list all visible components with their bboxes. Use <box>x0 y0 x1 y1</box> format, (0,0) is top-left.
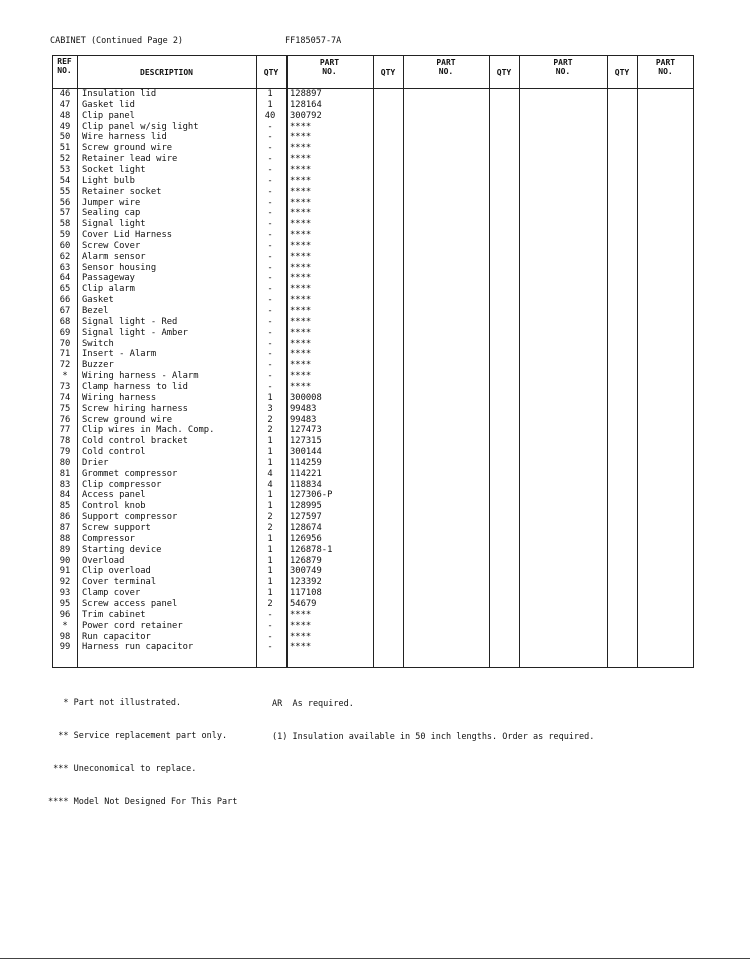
qty-cell: - <box>267 164 273 175</box>
part-no-cell: 300144 <box>290 447 322 458</box>
ref-cell: 63 <box>59 262 71 273</box>
description-cell: Harness run capacitor <box>82 642 194 653</box>
col-head-part-no: PART NO. <box>436 58 456 76</box>
part-no-cell: **** <box>290 306 312 316</box>
ref-cell: 76 <box>59 414 71 425</box>
ref-cell: 87 <box>59 523 71 533</box>
qty-cell: 1 <box>267 457 273 468</box>
description-cell: Signal light - Red <box>82 316 178 327</box>
ref-cell: 92 <box>59 577 71 588</box>
ref-cell: 46 <box>59 89 71 99</box>
part-no-cell: **** <box>290 338 312 349</box>
description-cell: Buzzer <box>82 360 114 371</box>
description-cell: Screw hiring harness <box>82 403 188 414</box>
description-cell: Signal light <box>82 219 146 230</box>
ref-cell: 95 <box>59 598 71 609</box>
qty-cell: - <box>267 175 273 186</box>
qty-cell: - <box>267 306 273 316</box>
ref-cell: 68 <box>59 316 71 327</box>
part-no-cell: 114259 <box>290 457 322 468</box>
col-head-qty: QTY <box>496 68 512 77</box>
ref-cell: 56 <box>59 197 71 208</box>
ref-cell: 79 <box>59 447 71 458</box>
ref-cell: 75 <box>59 403 71 414</box>
qty-cell: 1 <box>267 566 273 577</box>
ref-cell: 62 <box>59 251 71 262</box>
ref-cell: 57 <box>59 208 71 219</box>
part-no-cell: **** <box>290 620 312 631</box>
description-cell: Passageway <box>82 273 135 284</box>
qty-cell: 2 <box>267 512 273 523</box>
qty-cell: - <box>267 631 273 642</box>
description-cell: Cold control <box>82 447 146 458</box>
description-cell: Clamp harness to lid <box>82 381 188 392</box>
part-no-cell: **** <box>290 143 312 154</box>
qty-cell: - <box>267 121 273 132</box>
col-divider <box>489 55 490 668</box>
part-no-cell: **** <box>290 208 312 219</box>
part-no-cell: **** <box>290 251 312 262</box>
qty-cell: 1 <box>267 544 273 555</box>
part-no-cell: **** <box>290 295 312 306</box>
col-head-qty: QTY <box>380 68 396 77</box>
qty-cell: 1 <box>267 447 273 458</box>
ref-cell: 90 <box>59 555 71 566</box>
ref-cell: 49 <box>59 121 71 132</box>
description-cell: Trim cabinet <box>82 609 146 620</box>
footnote: (1) Insulation available in 50 inch lengths. Order as required. <box>272 732 595 742</box>
qty-cell: 2 <box>267 425 273 436</box>
col-divider <box>373 55 374 668</box>
part-no-cell: **** <box>290 349 312 360</box>
part-no-cell: **** <box>290 121 312 132</box>
part-no-cell: **** <box>290 197 312 208</box>
part-no-cell: **** <box>290 631 312 642</box>
ref-cell: 50 <box>59 132 71 143</box>
qty-cell: 1 <box>267 533 273 544</box>
part-no-cell: **** <box>290 262 312 273</box>
col-head-description: DESCRIPTION <box>140 68 193 77</box>
description-cell: Compressor <box>82 533 135 544</box>
ref-cell: 65 <box>59 284 71 295</box>
ref-cell: 60 <box>59 240 71 251</box>
part-no-cell: 128995 <box>290 501 322 512</box>
description-cell: Gasket lid <box>82 99 135 110</box>
description-cell: Clip panel w/sig light <box>82 121 199 132</box>
page-bottom-rule <box>0 958 750 959</box>
description-cell: Clip wires in Mach. Comp. <box>82 425 215 436</box>
footnote: *** Uneconomical to replace. <box>48 764 197 774</box>
ref-cell: * <box>62 620 68 631</box>
footnote: **** Model Not Designed For This Part <box>48 797 238 807</box>
qty-cell: - <box>267 371 273 382</box>
description-cell: Wiring harness <box>82 392 157 403</box>
description-cell: Drier <box>82 457 109 468</box>
description-cell: Socket light <box>82 164 146 175</box>
qty-cell: 1 <box>267 392 273 403</box>
part-no-cell: **** <box>290 642 312 653</box>
qty-cell: - <box>267 208 273 219</box>
part-no-cell: **** <box>290 284 312 295</box>
ref-cell: 81 <box>59 468 71 479</box>
ref-cell: 59 <box>59 230 71 241</box>
description-cell: Screw ground wire <box>82 143 173 154</box>
description-cell: Control knob <box>82 501 146 512</box>
part-no-cell: **** <box>290 316 312 327</box>
qty-cell: - <box>267 360 273 371</box>
ref-cell: 52 <box>59 154 71 165</box>
ref-cell: 53 <box>59 164 71 175</box>
description-cell: Overload <box>82 555 125 566</box>
description-cell: Insert - Alarm <box>82 349 157 360</box>
page-header-section: CABINET (Continued Page 2) <box>50 36 184 46</box>
part-no-cell: 126879 <box>290 555 322 566</box>
part-no-cell: **** <box>290 371 312 382</box>
ref-cell: 89 <box>59 544 71 555</box>
col-divider <box>519 55 520 668</box>
ref-cell: 85 <box>59 501 71 512</box>
qty-cell: - <box>267 609 273 620</box>
description-cell: Cold control bracket <box>82 436 188 447</box>
footnotes-left <box>48 676 237 819</box>
qty-cell: - <box>267 642 273 653</box>
ref-cell: 99 <box>59 642 71 653</box>
qty-cell: 1 <box>267 490 273 501</box>
ref-cell: 80 <box>59 457 71 468</box>
description-cell: Support compressor <box>82 512 178 523</box>
ref-cell: 72 <box>59 360 71 371</box>
ref-cell: 74 <box>59 392 71 403</box>
description-cell: Starting device <box>82 544 162 555</box>
ref-cell: 91 <box>59 566 71 577</box>
qty-cell: - <box>267 240 273 251</box>
part-no-cell: 300792 <box>290 110 322 121</box>
ref-cell: 55 <box>59 186 71 197</box>
qty-cell: - <box>267 143 273 154</box>
description-cell: Cover terminal <box>82 577 157 588</box>
col-head-part-no: PART NO. <box>655 58 676 76</box>
qty-cell: 1 <box>267 555 273 566</box>
qty-cell: - <box>267 262 273 273</box>
col-divider <box>637 55 638 668</box>
description-cell: Cover Lid Harness <box>82 230 173 241</box>
qty-cell: 1 <box>267 89 273 99</box>
qty-cell: - <box>267 251 273 262</box>
qty-cell: - <box>267 349 273 360</box>
qty-cell: 4 <box>267 479 273 490</box>
qty-cell: 2 <box>267 414 273 425</box>
description-cell: Access panel <box>82 490 146 501</box>
description-cell: Jumper wire <box>82 197 141 208</box>
qty-cell: - <box>267 327 273 338</box>
qty-cell: 2 <box>267 523 273 533</box>
part-no-cell: 117108 <box>290 588 322 599</box>
part-no-cell: 118834 <box>290 479 322 490</box>
ref-cell: 54 <box>59 175 71 186</box>
qty-cell: - <box>267 219 273 230</box>
qty-cell: 1 <box>267 436 273 447</box>
description-cell: Gasket <box>82 295 114 306</box>
description-cell: Wiring harness - Alarm <box>82 371 199 382</box>
description-cell: Clip overload <box>82 566 151 577</box>
part-no-cell: **** <box>290 219 312 230</box>
part-no-cell: 114221 <box>290 468 322 479</box>
ref-cell: * <box>62 371 68 382</box>
ref-cell: 78 <box>59 436 71 447</box>
qty-cell: - <box>267 620 273 631</box>
qty-cell: - <box>267 230 273 241</box>
description-cell: Switch <box>82 338 114 349</box>
col-divider <box>403 55 404 668</box>
ref-cell: 83 <box>59 479 71 490</box>
ref-cell: 98 <box>59 631 71 642</box>
description-cell: Sealing cap <box>82 208 141 219</box>
part-no-cell: 126956 <box>290 533 322 544</box>
description-cell: Screw access panel <box>82 598 178 609</box>
page-header-model: FF185057-7A <box>285 36 342 46</box>
part-no-cell: 127473 <box>290 425 322 436</box>
part-no-cell: 99483 <box>290 403 317 414</box>
col-head-part-no: PART NO. <box>319 58 340 76</box>
description-cell: Retainer socket <box>82 186 162 197</box>
description-cell: Run capacitor <box>82 631 151 642</box>
description-cell: Screw ground wire <box>82 414 173 425</box>
part-no-cell: **** <box>290 132 312 143</box>
ref-cell: 69 <box>59 327 71 338</box>
qty-cell: 1 <box>267 99 273 110</box>
description-cell: Wire harness lid <box>82 132 167 143</box>
qty-cell: 40 <box>264 110 276 121</box>
part-no-cell: **** <box>290 230 312 241</box>
ref-cell: 58 <box>59 219 71 230</box>
part-no-cell: 99483 <box>290 414 317 425</box>
ref-cell: 96 <box>59 609 71 620</box>
part-no-cell: **** <box>290 154 312 165</box>
part-no-cell: **** <box>290 240 312 251</box>
ref-cell: 84 <box>59 490 71 501</box>
part-no-cell: **** <box>290 273 312 284</box>
ref-cell: 93 <box>59 588 71 599</box>
qty-cell: - <box>267 273 273 284</box>
part-no-cell: 128164 <box>290 99 322 110</box>
ref-cell: 64 <box>59 273 71 284</box>
part-no-cell: 126878-1 <box>290 544 333 555</box>
col-divider <box>607 55 608 668</box>
part-no-cell: 300008 <box>290 392 322 403</box>
description-cell: Clip compressor <box>82 479 162 490</box>
ref-cell: 70 <box>59 338 71 349</box>
qty-cell: 1 <box>267 501 273 512</box>
part-no-cell: **** <box>290 186 312 197</box>
qty-cell: - <box>267 381 273 392</box>
part-no-cell: **** <box>290 360 312 371</box>
ref-cell: 47 <box>59 99 71 110</box>
qty-cell: 1 <box>267 588 273 599</box>
ref-cell: 88 <box>59 533 71 544</box>
qty-cell: - <box>267 284 273 295</box>
col-head-qty: QTY <box>614 68 630 77</box>
description-cell: Screw support <box>82 523 151 533</box>
part-no-cell: **** <box>290 164 312 175</box>
qty-cell: - <box>267 154 273 165</box>
col-head-ref: REF NO. <box>57 57 72 75</box>
qty-cell: - <box>267 197 273 208</box>
part-no-cell: **** <box>290 609 312 620</box>
description-cell: Signal light - Amber <box>82 327 188 338</box>
description-cell: Bezel <box>82 306 109 316</box>
part-no-cell: **** <box>290 327 312 338</box>
part-no-cell: 300749 <box>290 566 322 577</box>
qty-cell: - <box>267 338 273 349</box>
col-head-part-no: PART NO. <box>553 58 573 76</box>
qty-cell: 2 <box>267 598 273 609</box>
description-cell: Retainer lead wire <box>82 154 178 165</box>
ref-cell: 77 <box>59 425 71 436</box>
footnotes-right <box>272 677 594 754</box>
part-no-cell: 127597 <box>290 512 322 523</box>
ref-cell: 71 <box>59 349 71 360</box>
ref-cell: 66 <box>59 295 71 306</box>
ref-cell: 86 <box>59 512 71 523</box>
ref-cell: 48 <box>59 110 71 121</box>
part-no-cell: 128897 <box>290 89 322 99</box>
qty-cell: - <box>267 316 273 327</box>
part-no-cell: 128674 <box>290 523 322 533</box>
ref-cell: 73 <box>59 381 71 392</box>
description-cell: Screw Cover <box>82 240 141 251</box>
qty-cell: 4 <box>267 468 273 479</box>
qty-cell: - <box>267 132 273 143</box>
qty-cell: 3 <box>267 403 273 414</box>
part-no-cell: 54679 <box>290 598 317 609</box>
col-head-qty: QTY <box>263 68 279 77</box>
ref-cell: 67 <box>59 306 71 316</box>
ref-cell: 51 <box>59 143 71 154</box>
footnote: ** Service replacement part only. <box>48 731 228 741</box>
description-cell: Sensor housing <box>82 262 157 273</box>
description-cell: Grommet compressor <box>82 468 178 479</box>
description-cell: Power cord retainer <box>82 620 183 631</box>
description-cell: Clamp cover <box>82 588 141 599</box>
description-cell: Light bulb <box>82 175 135 186</box>
part-no-cell: 127315 <box>290 436 322 447</box>
description-cell: Alarm sensor <box>82 251 146 262</box>
description-cell: Insulation lid <box>82 89 157 99</box>
qty-cell: 1 <box>267 577 273 588</box>
footnote: AR As required. <box>272 699 354 709</box>
qty-cell: - <box>267 186 273 197</box>
qty-cell: - <box>267 295 273 306</box>
description-cell: Clip panel <box>82 110 135 121</box>
footnote: * Part not illustrated. <box>48 698 182 708</box>
description-cell: Clip alarm <box>82 284 135 295</box>
part-no-cell: **** <box>290 175 312 186</box>
part-no-cell: **** <box>290 381 312 392</box>
part-no-cell: 123392 <box>290 577 322 588</box>
part-no-cell: 127306-P <box>290 490 333 501</box>
col-divider <box>286 55 288 668</box>
